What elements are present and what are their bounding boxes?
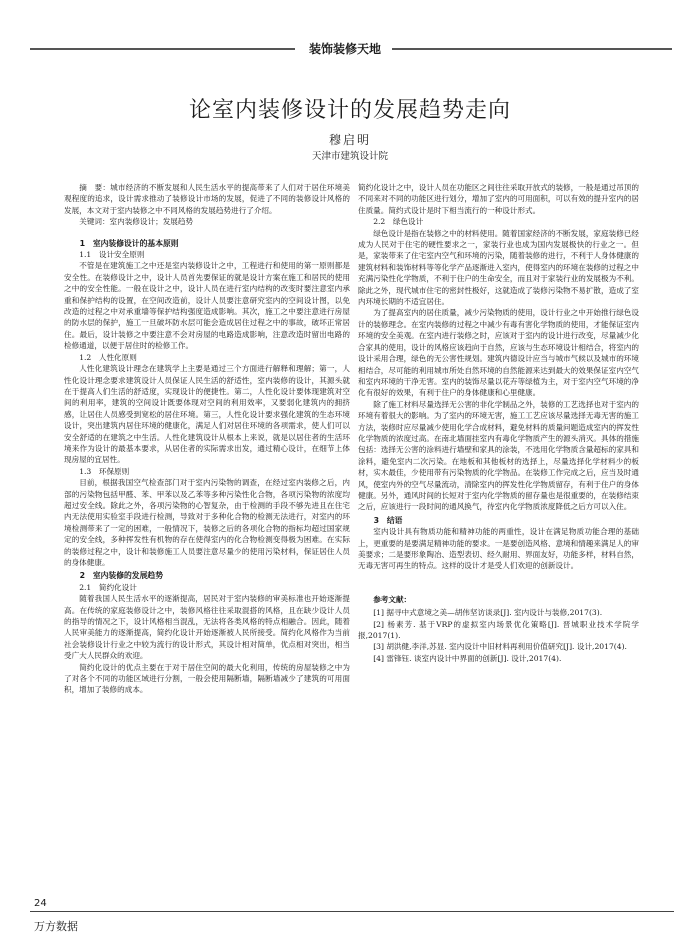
body-paragraph: 随着我国人民生活水平的逐渐提高，居民对于室内装修的审美标准也开始逐渐提高。在传统的家庭装修设计之中，装修风格往往采取混搭的风格，且在缺少设计人员的指导的情况之下，设计风格相当混乱，无法将各类风格的特点相融合。因此，随着人民审美能力的逐渐提高，简约化设计开始逐渐被人民所接受。简约化风格作为当前社会装修设计行业之中较为流行的设计形式，其设计相对简单，优点相对突出，相当受广大人民群众的欢迎。: [64, 594, 350, 661]
reference-item: [4] 雷锋钰. 谈室内设计中界面的创新[J]. 设计,2017(4).: [373, 653, 562, 663]
keywords: 关键词：室内装修设计；发展趋势: [79, 217, 194, 227]
body-paragraph: 为了提高室内的居住质量，减少污染物质的使用，设计行业之中开始推行绿色设计的装修理念。在室内装修的过程之中减少有毒有害化学物质的使用，才能保证室内环境的安全美观。在室内进行装修之时，应该对于室内的设计进行改变，尽量减少化合家具的使用，设计的风格应该趋向于自然，应该与生态环境设计相结合，将室内的设计采用合理，绿色的无公害性规划。建筑内德设计应当与城市气候以及城市的环境相结合，尽可能的利用城市所处自然环境的自然能源来达到最大的效果保证室内空气和室内环境的干净无害。室内的装饰尽量以花卉等绿植为主，对于室内空气环境的净化有很好的效果，有利于住户的身体健康和心里健康。: [358, 308, 639, 398]
author-affiliation: 天津市建筑设计院: [311, 151, 388, 162]
section-heading: 1 室内装修设计的基本原则: [79, 238, 179, 248]
page-number: 24: [34, 898, 47, 909]
abstract: 摘 要：城市经济的不断发展和人民生活水平的提高带来了人们对于居住环境美观程度的追求，设计需求推动了装修设计市场的发展，促进了不同的装修设计风格的发展，本文对于室内装修之中不同风格的发展趋势进行了介绍。: [64, 183, 350, 215]
section-title: 装饰装修天地: [308, 42, 381, 56]
references: [358, 594, 639, 664]
reference-item: [2] 杨素芳. 基于VRP的虚拟室内场景优化策略[J]. 晋城职业技术学院学报,2017(1).: [358, 619, 639, 641]
reference-item: [1] 据寻中式意境之美—胡伟坚访谈录[J]. 室内设计与装修,2017(3).: [373, 608, 603, 618]
section-heading: 3 结语: [373, 515, 403, 525]
subsection-heading: 2.1 简约化设计: [79, 582, 137, 592]
footer-rule: [30, 911, 674, 912]
body-paragraph: 绿色设计是指在装修之中的材料使用。随着国家经济的不断发展，家庭装修已经成为人民对于住宅的硬性要求之一，家装行业也成为国内发展极快的行业之一。但是，家装带来了住宅室内空气和环境的污染，随着装修的进行，不利于人身体健康的建筑材料和装饰材料等等化学产品逐渐进入室内，使得室内的环境在装修的过程之中充满污染性化学物质，不利于住户的生命安全，而且对于家装行业的发展极为不利。除此之外，现代城市住宅的密封性极好，这就造成了装修污染物不易扩散，造成了室内环境长期的不适宜居住。: [358, 228, 639, 307]
body-paragraph: 不管是在建筑施工之中还是室内装修设计之中，工程进行和使用的第一原则都是安全性。在装修设计之中，设计人员首先要保证的就是设计方案在施工和居民的使用之中的安全性能。一般在设计之中，设计人员在进行室内结构的改变时要注意室内承重和保护结构的设置，在空间改造前，设计人员要注意研究室内的空间设计图，以免改造的过程之中对承重墙等保护结构强度造成影响。其次，施工之中要注意进行房屋的防水层的保护，施工一旦破坏防水层可能会造成居住过程之中的事故，破坏正常居住。最后，设计装修之中要注意不会对房屋的电路造成影响，注意改造时留出电路的检修通道，以便于居住时的检修工作。: [64, 261, 350, 351]
subsection-heading: 2.2 绿色设计: [373, 217, 424, 227]
article-title: 论室内装修设计的发展趋势走向: [188, 98, 511, 123]
reference-list: [358, 607, 639, 664]
body-paragraph: 室内设计具有物质功能和精神功能的两重性，设计在满足物质功能合理的基础上，更重要的是要满足精神功能的要求。一是要创造风格、意境和情趣来满足人的审美要求；二是要形象陶冶、造型表切、经久耐用、界面友好，功能多样，材料自然，无毒无害可再生的特点。这样的设计才是受人们欢迎的创新设计。: [358, 527, 639, 571]
footer-brand: 万方数据: [34, 920, 78, 933]
body-paragraph: 人性化建筑设计理念在建筑学上主要是通过三个方面进行解释和理解；第一，人性化设计理念要求建筑设计人员保证人民生活的舒适性，室内装修的设计，其源头就在于提高人们生活的舒适度，实现设计的便捷性。第二，人性化设计要体现建筑对空间的利用率，建筑的空间设计既要体现对空间的利用效率，又要弱化建筑内的拥挤感，让居住人员感受到宽松的居住环境。第三，人性化设计要求强化建筑的生态环境设计，突出建筑内居住环境的健康化，满足人们对居住环境的各项需求，使人们可以安全舒适的在建筑之中生活。人性化建筑设计从根本上来说，就是以居住者的生活环境来作为设计的最基本要求，从居住者的实际需求出发，通过精心设计，在细节上体现房屋的宜居性。: [64, 364, 350, 465]
right-body: [358, 182, 639, 572]
body-paragraph: 简约化设计的优点主要在于对于居住空间的最大化利用，传统的房屋装修之中为了对各个不同的功能区域进行分割，一般会使用隔断墙，隔断墙减少了建筑的可用面积，增加了装修的成本。: [64, 662, 350, 695]
author-name: 穆启明: [328, 133, 371, 147]
right-column: [358, 182, 639, 664]
body-paragraph: 除了施工材料尽量选择无公害的非化学制品之外，装修的工艺选择也对于室内的环境有着很大的影响。为了室内的环境无害，施工工艺应该尽量选择无毒无害的施工方法，装修时应尽量减少使用化学合成材料，避免材料的质量问题造成室内的挥发性化学物质的浓度过高。在南北墙面挂室内有毒化学物质产生的源头消灭。具体的措施包括：选择无公害的涂料进行墙壁和家具的涂装，不选用化学物质含量超标的家具和涂料，避免室内二次污染。在地板和其他板材的选择上，尽量选择化学材料少的板材，实木最佳，少使用带有污染物质的化学物品。在装修工作完成之后，应当及时通风，使室内外的空气尽量流动，清除室内的挥发性化学物质留存，有利于住户的身体健康。另外，通风时间的长短对于室内化学物质的留存量也是很重要的，在装修结束之后，应该进行一段时间的通风换气，待室内化学物质浓度降低之后方可以入住。: [358, 399, 639, 512]
body-paragraph: 简约化设计之中，设计人员在功能区之间往往采取开放式的装修，一般是通过吊顶的不同来对不同的功能区进行划分，增加了室内的可用面积，可以有效的提升室内的居住质量。简约式设计是时下相当流行的一种设计形式。: [358, 183, 639, 215]
header-rule-right: [392, 48, 672, 50]
left-body: [64, 238, 350, 696]
left-column: [64, 182, 350, 696]
references-title: 参考文献：: [373, 594, 412, 604]
subsection-heading: 1.2 人性化原则: [79, 352, 137, 362]
header-rule-left: [30, 48, 295, 50]
section-heading: 2 室内装修的发展趋势: [79, 571, 163, 581]
section-header: [0, 40, 700, 58]
reference-item: [3] 胡洪健,李洋,苏显. 室内设计中旧材料再利用价值研究[J]. 设计,2017(4).: [373, 642, 627, 652]
subsection-heading: 1.1 设计安全原则: [79, 250, 145, 260]
body-paragraph: 目前，根据我国空气检查部门对于室内污染物的调查，在经过室内装修之后，内部的污染物包括甲醛、苯、甲苯以及乙苯等多种污染性化合物，各项污染物的浓度均超过安全线。除此之外，各项污染物的心智复杂，由于检测的手段不够先进且在住宅内无法使用实验室手段进行检测，导致对于多种化合物的检测无法进行，对室内的环境检测带来了一定的困难，一般情况下，装修之后的各项化合物的指标均超过国家规定的安全线，多种挥发性有机物的存在使得室内的化合物检测变得极为困难。在实际的装修过程之中，设计和装修施工人员要注意尽量少的使用污染材料，保证居住人员的身体健康。: [64, 478, 350, 567]
subsection-heading: 1.3 环保原则: [79, 466, 130, 476]
